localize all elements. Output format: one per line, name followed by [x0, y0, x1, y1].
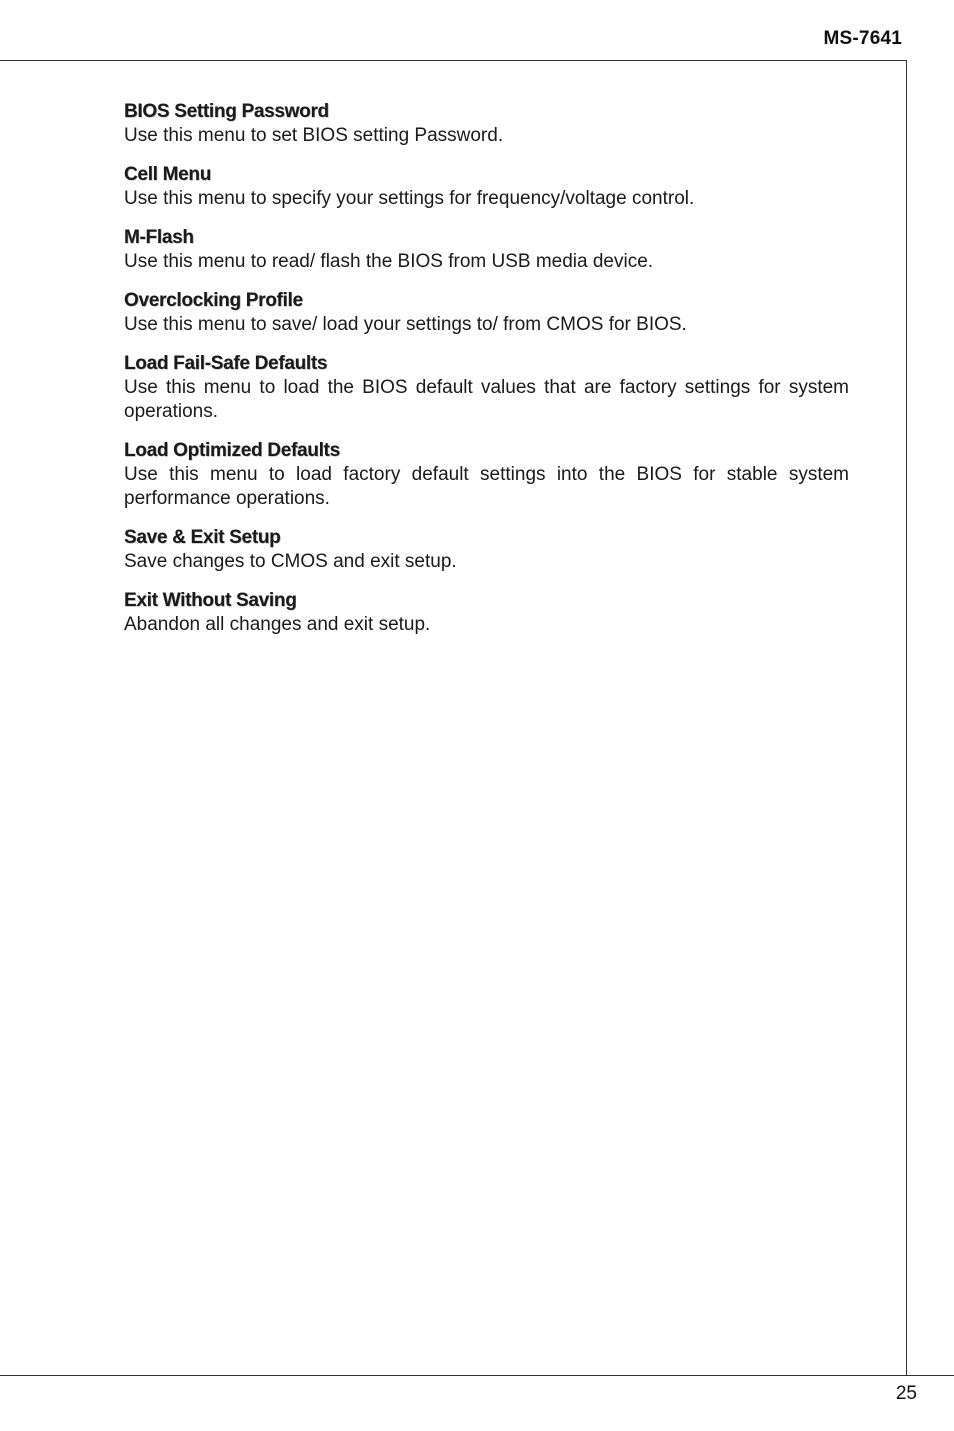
entry-description: Use this menu to read/ flash the BIOS from USB media device. [124, 251, 654, 272]
entry-load-optimized-defaults [124, 439, 849, 511]
model-label: MS-7641 [823, 28, 902, 49]
entry-title: Overclocking Profile [124, 290, 303, 311]
entry-save-exit-setup [124, 526, 849, 574]
entry-exit-without-saving [124, 589, 849, 637]
entry-title: Load Fail-Safe Defaults [124, 353, 328, 374]
entry-bios-setting-password [124, 100, 849, 148]
entry-title: BIOS Setting Password [124, 101, 329, 122]
entry-description: Use this menu to set BIOS setting Password. [124, 125, 504, 146]
entry-description: Save changes to CMOS and exit setup. [124, 551, 457, 572]
entry-title: M-Flash [124, 227, 194, 248]
entry-title: Cell Menu [124, 164, 212, 185]
entry-title: Save & Exit Setup [124, 527, 281, 548]
menu-descriptions [124, 100, 849, 652]
entry-load-fail-safe-defaults [124, 352, 849, 424]
entry-cell-menu [124, 163, 849, 211]
entry-description: Use this menu to save/ load your settings to/ from CMOS for BIOS. [124, 314, 687, 335]
footer-divider [0, 1375, 954, 1376]
entry-overclocking-profile [124, 289, 849, 337]
page-number: 25 [895, 1383, 917, 1404]
entry-title: Load Optimized Defaults [124, 440, 340, 461]
entry-description: Use this menu to load factory default settings into the BIOS for stable system performance operations. [124, 464, 849, 509]
entry-description: Abandon all changes and exit setup. [124, 614, 431, 635]
entry-m-flash [124, 226, 849, 274]
entry-description: Use this menu to load the BIOS default values that are factory settings for system operations. [124, 377, 849, 422]
entry-description: Use this menu to specify your settings for frequency/voltage control. [124, 188, 695, 209]
right-margin-divider [906, 60, 907, 1376]
entry-title: Exit Without Saving [124, 590, 297, 611]
header-divider [0, 60, 907, 61]
